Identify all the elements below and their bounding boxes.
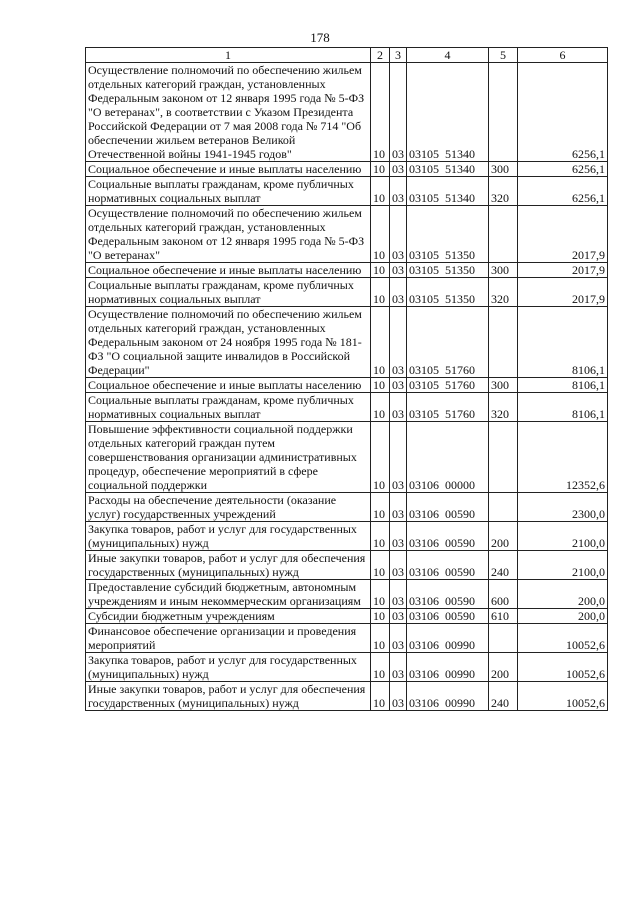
subsection-code: 03 bbox=[390, 580, 407, 609]
expense-type-code bbox=[489, 307, 518, 378]
amount: 6256,1 bbox=[518, 177, 608, 206]
table-row bbox=[86, 682, 608, 711]
column-number: 5 bbox=[489, 48, 518, 63]
expense-type-code: 320 bbox=[489, 278, 518, 307]
expense-name: Социальные выплаты гражданам, кроме публичных нормативных социальных выплат bbox=[86, 177, 371, 206]
table-row bbox=[86, 162, 608, 177]
expense-name: Иные закупки товаров, работ и услуг для обеспечения государственных (муниципальных) нужд bbox=[86, 551, 371, 580]
table-row bbox=[86, 206, 608, 263]
target-article-code: 03106 00990 bbox=[407, 682, 489, 711]
expense-type-code: 300 bbox=[489, 263, 518, 278]
target-article-code: 03105 51350 bbox=[407, 206, 489, 263]
table-row bbox=[86, 624, 608, 653]
subsection-code: 03 bbox=[390, 162, 407, 177]
amount: 8106,1 bbox=[518, 378, 608, 393]
table-row bbox=[86, 307, 608, 378]
target-article-code: 03105 51350 bbox=[407, 278, 489, 307]
expense-name: Предоставление субсидий бюджетным, автономным учреждениям и иным некоммерческим организациям bbox=[86, 580, 371, 609]
expense-name: Осуществление полномочий по обеспечению жильем отдельных категорий граждан, установленных Федеральным законом от 24 ноября 1995 года № 181-ФЗ "О социальной защите инвалидов в Российской Федерации" bbox=[86, 307, 371, 378]
table-row bbox=[86, 609, 608, 624]
subsection-code: 03 bbox=[390, 522, 407, 551]
target-article-code: 03105 51760 bbox=[407, 378, 489, 393]
table-row bbox=[86, 422, 608, 493]
target-article-code: 03106 00990 bbox=[407, 624, 489, 653]
column-number: 1 bbox=[86, 48, 371, 63]
target-article-code: 03105 51340 bbox=[407, 162, 489, 177]
amount: 10052,6 bbox=[518, 653, 608, 682]
target-article-code: 03105 51340 bbox=[407, 63, 489, 162]
table-row bbox=[86, 653, 608, 682]
expense-name: Субсидии бюджетным учреждениям bbox=[86, 609, 371, 624]
amount: 8106,1 bbox=[518, 393, 608, 422]
subsection-code: 03 bbox=[390, 682, 407, 711]
subsection-code: 03 bbox=[390, 393, 407, 422]
expense-name: Закупка товаров, работ и услуг для государственных (муниципальных) нужд bbox=[86, 522, 371, 551]
expense-type-code: 240 bbox=[489, 682, 518, 711]
section-code: 10 bbox=[371, 493, 390, 522]
section-code: 10 bbox=[371, 653, 390, 682]
subsection-code: 03 bbox=[390, 551, 407, 580]
section-code: 10 bbox=[371, 162, 390, 177]
amount: 12352,6 bbox=[518, 422, 608, 493]
target-article-code: 03106 00000 bbox=[407, 422, 489, 493]
column-number: 6 bbox=[518, 48, 608, 63]
section-code: 10 bbox=[371, 522, 390, 551]
target-article-code: 03106 00590 bbox=[407, 522, 489, 551]
amount: 2100,0 bbox=[518, 551, 608, 580]
target-article-code: 03106 00590 bbox=[407, 493, 489, 522]
section-code: 10 bbox=[371, 177, 390, 206]
amount: 6256,1 bbox=[518, 162, 608, 177]
target-article-code: 03106 00590 bbox=[407, 609, 489, 624]
expense-name: Закупка товаров, работ и услуг для государственных (муниципальных) нужд bbox=[86, 653, 371, 682]
section-code: 10 bbox=[371, 609, 390, 624]
expense-name: Социальное обеспечение и иные выплаты населению bbox=[86, 162, 371, 177]
expense-name: Социальное обеспечение и иные выплаты населению bbox=[86, 263, 371, 278]
amount: 2100,0 bbox=[518, 522, 608, 551]
section-code: 10 bbox=[371, 378, 390, 393]
section-code: 10 bbox=[371, 393, 390, 422]
table-row bbox=[86, 551, 608, 580]
section-code: 10 bbox=[371, 580, 390, 609]
table-row bbox=[86, 378, 608, 393]
amount: 2300,0 bbox=[518, 493, 608, 522]
amount: 6256,1 bbox=[518, 63, 608, 162]
amount: 200,0 bbox=[518, 580, 608, 609]
expense-type-code: 610 bbox=[489, 609, 518, 624]
table-row bbox=[86, 278, 608, 307]
amount: 2017,9 bbox=[518, 263, 608, 278]
target-article-code: 03106 00990 bbox=[407, 653, 489, 682]
expense-type-code: 300 bbox=[489, 162, 518, 177]
section-code: 10 bbox=[371, 206, 390, 263]
table-row bbox=[86, 177, 608, 206]
expense-type-code bbox=[489, 206, 518, 263]
table-row bbox=[86, 263, 608, 278]
subsection-code: 03 bbox=[390, 63, 407, 162]
expense-name: Иные закупки товаров, работ и услуг для обеспечения государственных (муниципальных) нужд bbox=[86, 682, 371, 711]
expense-name: Повышение эффективности социальной поддержки отдельных категорий граждан путем совершенствования организации административных процедур, обеспечение мероприятий в сфере социальной поддержки bbox=[86, 422, 371, 493]
expense-type-code: 300 bbox=[489, 378, 518, 393]
expense-type-code bbox=[489, 493, 518, 522]
table-row bbox=[86, 393, 608, 422]
section-code: 10 bbox=[371, 422, 390, 493]
amount: 2017,9 bbox=[518, 206, 608, 263]
expense-name: Социальные выплаты гражданам, кроме публичных нормативных социальных выплат bbox=[86, 278, 371, 307]
section-code: 10 bbox=[371, 624, 390, 653]
expense-type-code: 200 bbox=[489, 522, 518, 551]
table-row bbox=[86, 522, 608, 551]
budget-table bbox=[85, 47, 608, 711]
subsection-code: 03 bbox=[390, 493, 407, 522]
expense-type-code: 240 bbox=[489, 551, 518, 580]
section-code: 10 bbox=[371, 307, 390, 378]
amount: 10052,6 bbox=[518, 682, 608, 711]
expense-name: Осуществление полномочий по обеспечению жильем отдельных категорий граждан, установленных Федеральным законом от 12 января 1995 года № 5-ФЗ "О ветеранах", в соответствии с Указом Президента Российской Федерации от 7 мая 2008 года № 714 "Об обеспечении жильем ветеранов Великой Отечественной войны 1941-1945 годов" bbox=[86, 63, 371, 162]
expense-name: Осуществление полномочий по обеспечению жильем отдельных категорий граждан, установленных Федеральным законом от 12 января 1995 года № 5-ФЗ "О ветеранах" bbox=[86, 206, 371, 263]
amount: 10052,6 bbox=[518, 624, 608, 653]
subsection-code: 03 bbox=[390, 206, 407, 263]
target-article-code: 03106 00590 bbox=[407, 551, 489, 580]
section-code: 10 bbox=[371, 551, 390, 580]
page-number: 178 bbox=[310, 30, 330, 45]
expense-type-code: 320 bbox=[489, 393, 518, 422]
expense-name: Социальные выплаты гражданам, кроме публичных нормативных социальных выплат bbox=[86, 393, 371, 422]
column-number: 3 bbox=[390, 48, 407, 63]
target-article-code: 03105 51340 bbox=[407, 177, 489, 206]
target-article-code: 03105 51760 bbox=[407, 307, 489, 378]
expense-type-code: 200 bbox=[489, 653, 518, 682]
column-number: 4 bbox=[407, 48, 489, 63]
amount: 2017,9 bbox=[518, 278, 608, 307]
expense-type-code bbox=[489, 63, 518, 162]
subsection-code: 03 bbox=[390, 422, 407, 493]
subsection-code: 03 bbox=[390, 307, 407, 378]
target-article-code: 03105 51760 bbox=[407, 393, 489, 422]
expense-type-code bbox=[489, 422, 518, 493]
column-number-row bbox=[86, 48, 608, 63]
column-number: 2 bbox=[371, 48, 390, 63]
expense-name: Социальное обеспечение и иные выплаты населению bbox=[86, 378, 371, 393]
section-code: 10 bbox=[371, 263, 390, 278]
subsection-code: 03 bbox=[390, 624, 407, 653]
target-article-code: 03106 00590 bbox=[407, 580, 489, 609]
expense-type-code bbox=[489, 624, 518, 653]
section-code: 10 bbox=[371, 278, 390, 307]
expense-type-code: 320 bbox=[489, 177, 518, 206]
expense-type-code: 600 bbox=[489, 580, 518, 609]
amount: 200,0 bbox=[518, 609, 608, 624]
table-row bbox=[86, 493, 608, 522]
subsection-code: 03 bbox=[390, 653, 407, 682]
section-code: 10 bbox=[371, 682, 390, 711]
subsection-code: 03 bbox=[390, 177, 407, 206]
expense-name: Финансовое обеспечение организации и проведения мероприятий bbox=[86, 624, 371, 653]
table-row bbox=[86, 63, 608, 162]
subsection-code: 03 bbox=[390, 263, 407, 278]
table-row bbox=[86, 580, 608, 609]
target-article-code: 03105 51350 bbox=[407, 263, 489, 278]
amount: 8106,1 bbox=[518, 307, 608, 378]
section-code: 10 bbox=[371, 63, 390, 162]
subsection-code: 03 bbox=[390, 278, 407, 307]
subsection-code: 03 bbox=[390, 378, 407, 393]
expense-name: Расходы на обеспечение деятельности (оказание услуг) государственных учреждений bbox=[86, 493, 371, 522]
subsection-code: 03 bbox=[390, 609, 407, 624]
